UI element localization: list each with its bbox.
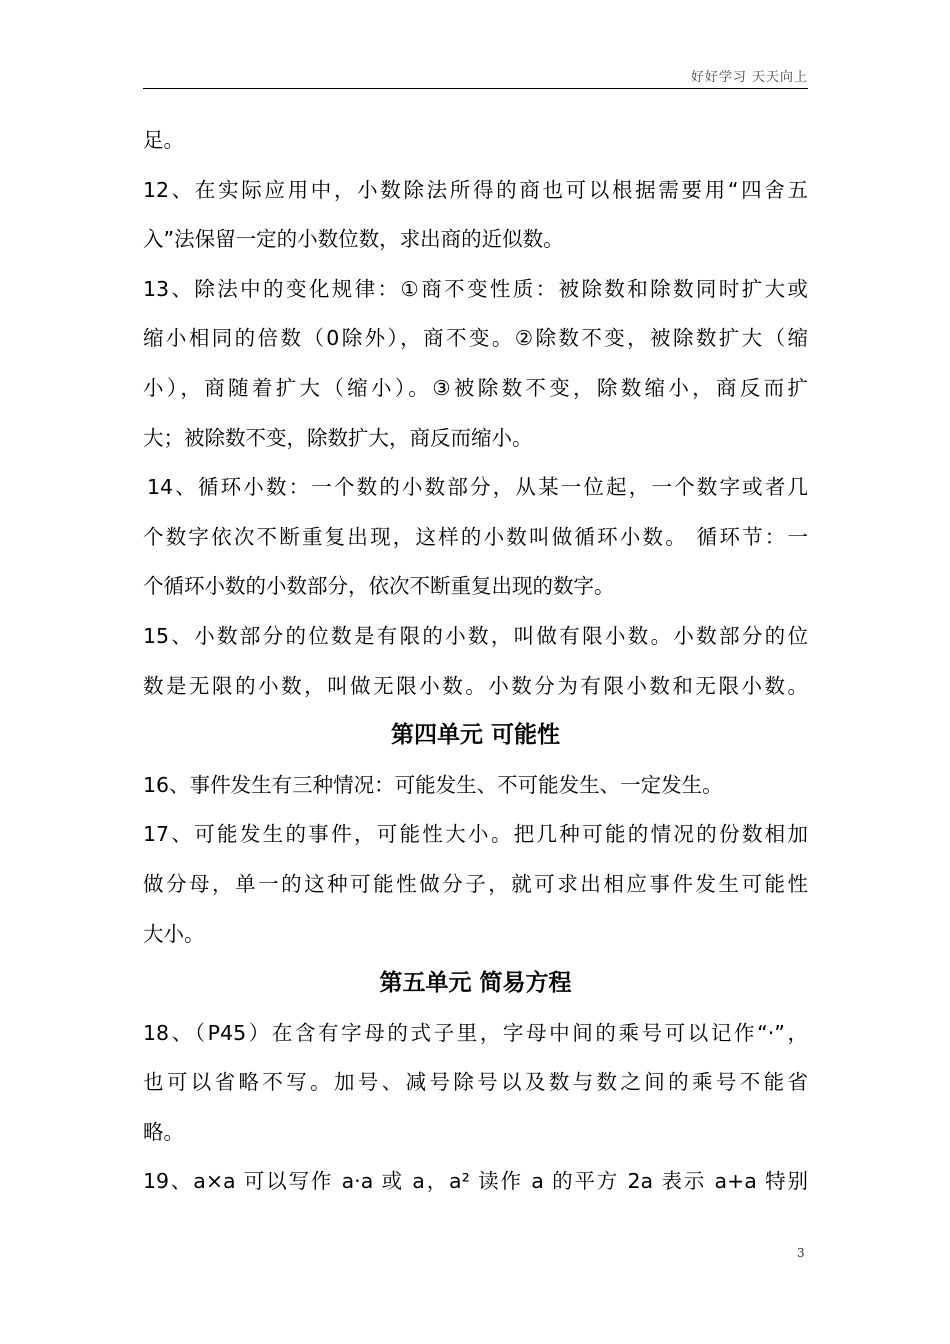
paragraph-line: 个循环小数的小数部分，依次不断重复出现的数字。 [143,574,615,599]
paragraph-line: 足。 [143,128,184,152]
section-heading-unit5: 第五单元 简易方程 [379,970,572,997]
page-header [143,64,808,89]
paragraph-line: 13、除法中的变化规律：①商不变性质：被除数和除数同时扩大或 [143,276,808,301]
header-text: 好好学习 天天向上 [690,70,808,85]
paragraph-line: 个数字依次不断重复出现，这样的小数叫做循环小数。 循环节：一 [143,524,808,549]
paragraph-line: 14、循环小数：一个数的小数部分，从某一位起，一个数字或者几 [147,475,808,500]
document-body [143,116,808,1207]
paragraph-line: 缩小相同的倍数（0除外），商不变。②除数不变，被除数扩大（缩 [143,326,808,351]
paragraph-line: 17、可能发生的事件，可能性大小。把几种可能的情况的份数相加 [143,822,808,847]
page-number: 3 [797,1246,805,1260]
paragraph-line: 数是无限的小数，叫做无限小数。小数分为有限小数和无限小数。 [143,673,808,698]
paragraph-line: 12、在实际应用中，小数除法所得的商也可以根据需要用“四舍五 [143,177,808,202]
paragraph-line: 大小。 [143,921,205,946]
section-heading-unit4: 第四单元 可能性 [390,722,560,749]
paragraph-line: 小），商随着扩大（缩小）。③被除数不变，除数缩小，商反而扩 [143,375,808,400]
paragraph-line: 入”法保留一定的小数位数，求出商的近似数。 [143,227,564,252]
paragraph-line: 也可以省略不写。加号、减号除号以及数与数之间的乘号不能省 [143,1070,808,1095]
paragraph-line: 大；被除数不变，除数扩大，商反而缩小。 [143,425,533,450]
paragraph-line: 19、a×a 可以写作 a·a 或 a，a² 读作 a 的平方 2a 表示 a+a 特别 [143,1169,808,1194]
paragraph-line: 18、（P45）在含有字母的式子里，字母中间的乘号可以记作“·”， [143,1020,808,1045]
paragraph-line: 做分母，单一的这种可能性做分子，就可求出相应事件发生可能性 [143,871,808,896]
paragraph-line: 15、小数部分的位数是有限的小数，叫做有限小数。小数部分的位 [143,623,808,648]
paragraph-line: 略。 [143,1119,184,1144]
paragraph-line: 16、事件发生有三种情况：可能发生、不可能发生、一定发生。 [143,772,723,797]
